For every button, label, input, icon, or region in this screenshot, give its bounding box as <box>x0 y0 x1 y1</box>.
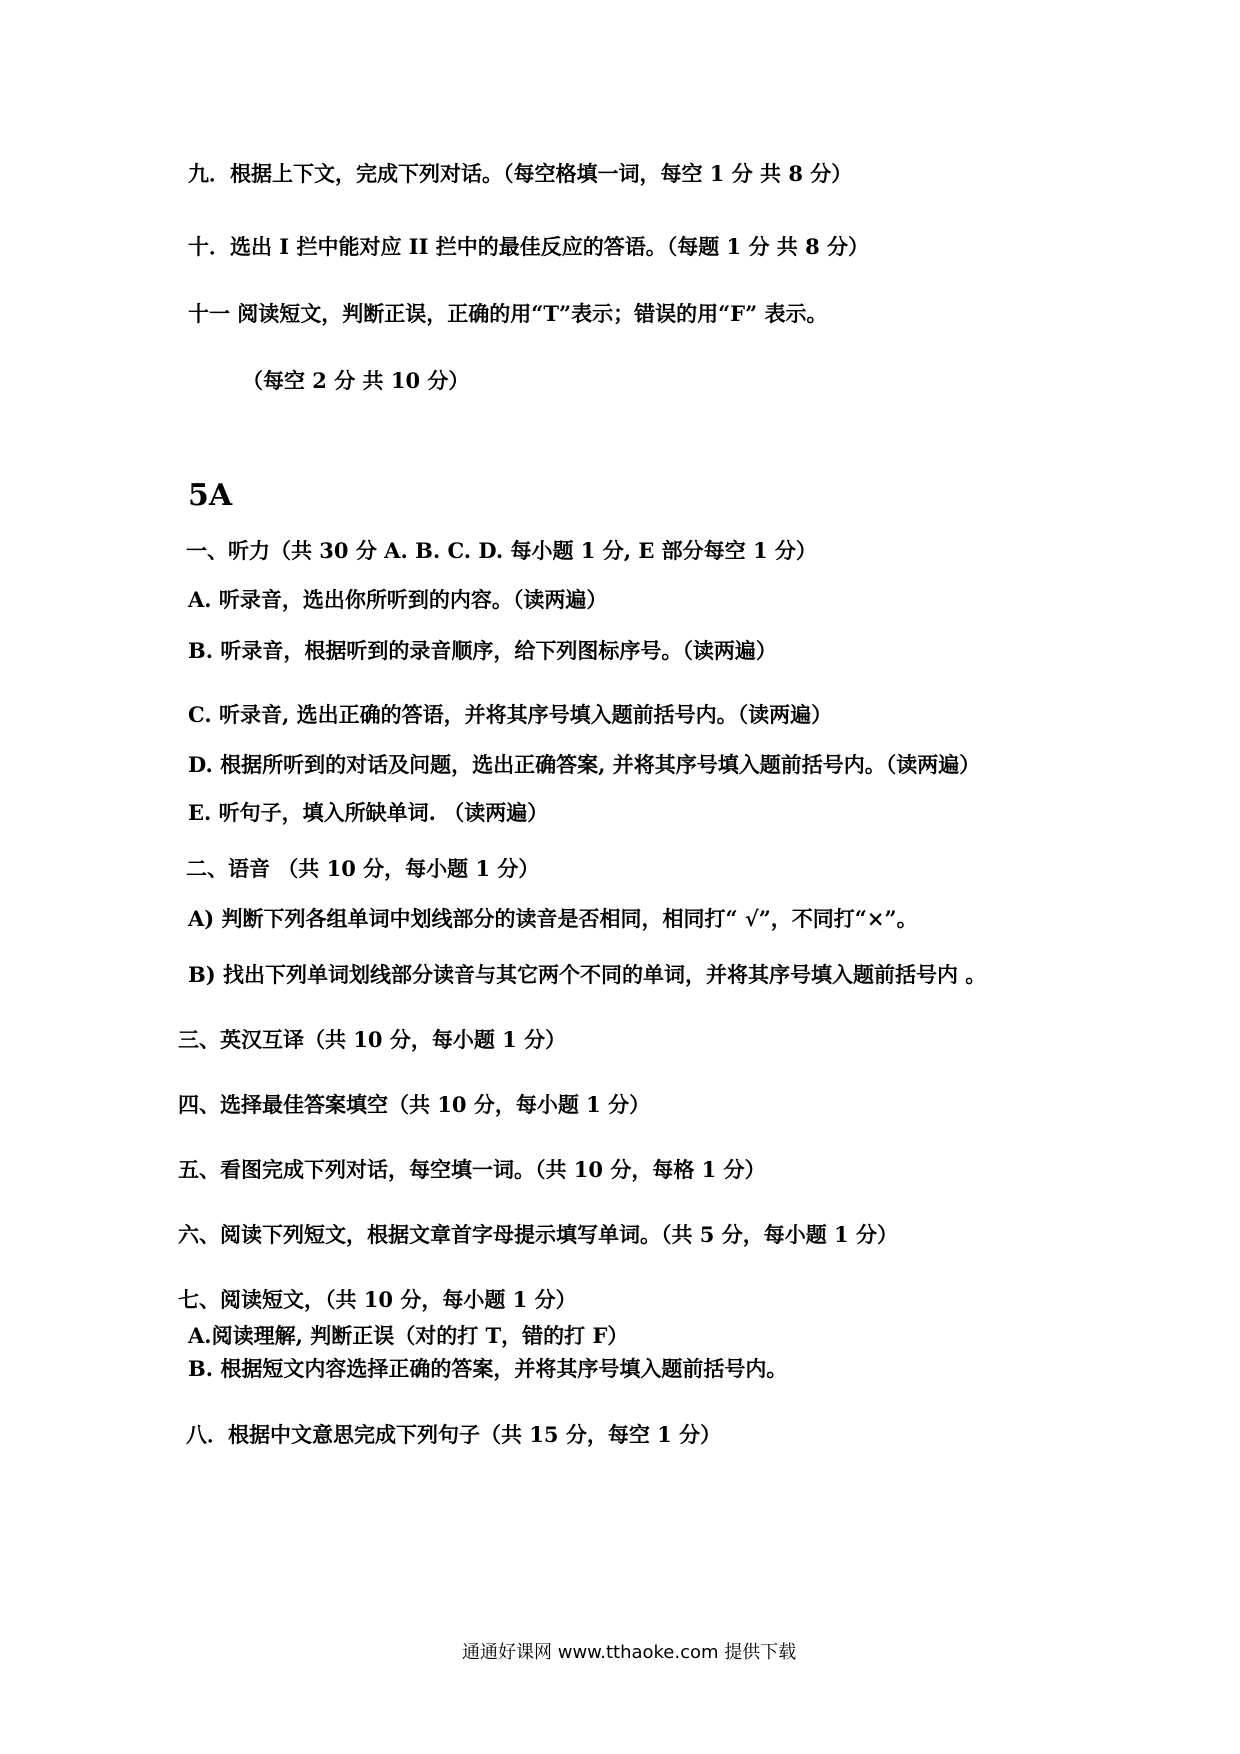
section-11-title: 十一 阅读短文，判断正误，正确的用“T”表示；错误的用“F” 表示。 <box>188 301 828 326</box>
section-7-part-a: A.阅读理解, 判断正误（对的打 T，错的打 F） <box>188 1323 629 1348</box>
section-8-title: 八．根据中文意思完成下列句子（共 15 分，每空 1 分） <box>186 1422 722 1447</box>
section-7-title: 七、阅读短文，（共 10 分，每小题 1 分） <box>178 1287 577 1312</box>
phonetics-part-b: B) 找出下列单词划线部分读音与其它两个不同的单词，并将其序号填入题前括号内 。 <box>188 962 987 987</box>
phonetics-part-a: A) 判断下列各组单词中划线部分的读音是否相同，相同打“ √”，不同打“×”。 <box>188 906 918 931</box>
section-7-part-b: B. 根据短文内容选择正确的答案，并将其序号填入题前括号内。 <box>188 1356 788 1381</box>
section-6-title: 六、阅读下列短文，根据文章首字母提示填写单词。（共 5 分，每小题 1 分） <box>178 1222 898 1247</box>
listening-part-b: B. 听录音，根据听到的录音顺序，给下列图标序号。（读两遍） <box>188 638 777 663</box>
section-11-score: （每空 2 分 共 10 分） <box>242 368 470 393</box>
section-4-title: 四、选择最佳答案填空（共 10 分，每小题 1 分） <box>178 1092 651 1117</box>
section-5-title: 五、看图完成下列对话，每空填一词。（共 10 分，每格 1 分） <box>178 1157 766 1182</box>
section-10-title: 十．选出 I 拦中能对应 II 拦中的最佳反应的答语。（每题 1 分 共 8 分） <box>188 234 869 259</box>
page-footer: 通通好课网 www.tthaoke.com 提供下载 <box>462 1642 797 1663</box>
section-phonetics-title: 二、语音 （共 10 分，每小题 1 分） <box>186 856 540 881</box>
section-9-title: 九．根据上下文，完成下列对话。（每空格填一词，每空 1 分 共 8 分） <box>188 161 853 186</box>
listening-part-d: D. 根据所听到的对话及问题，选出正确答案, 并将其序号填入题前括号内。（读两遍） <box>188 752 981 777</box>
listening-part-c: C. 听录音, 选出正确的答语，并将其序号填入题前括号内。（读两遍） <box>188 702 833 727</box>
listening-part-e: E. 听句子，填入所缺单词. （读两遍） <box>188 800 549 825</box>
listening-part-a: A. 听录音，选出你所听到的内容。（读两遍） <box>188 587 608 612</box>
grade-heading: 5A <box>188 478 233 513</box>
section-listening-title: 一、听力（共 30 分 A. B. C. D. 每小题 1 分, E 部分每空 1 分） <box>186 538 817 563</box>
section-3-title: 三、英汉互译（共 10 分，每小题 1 分） <box>178 1027 567 1052</box>
